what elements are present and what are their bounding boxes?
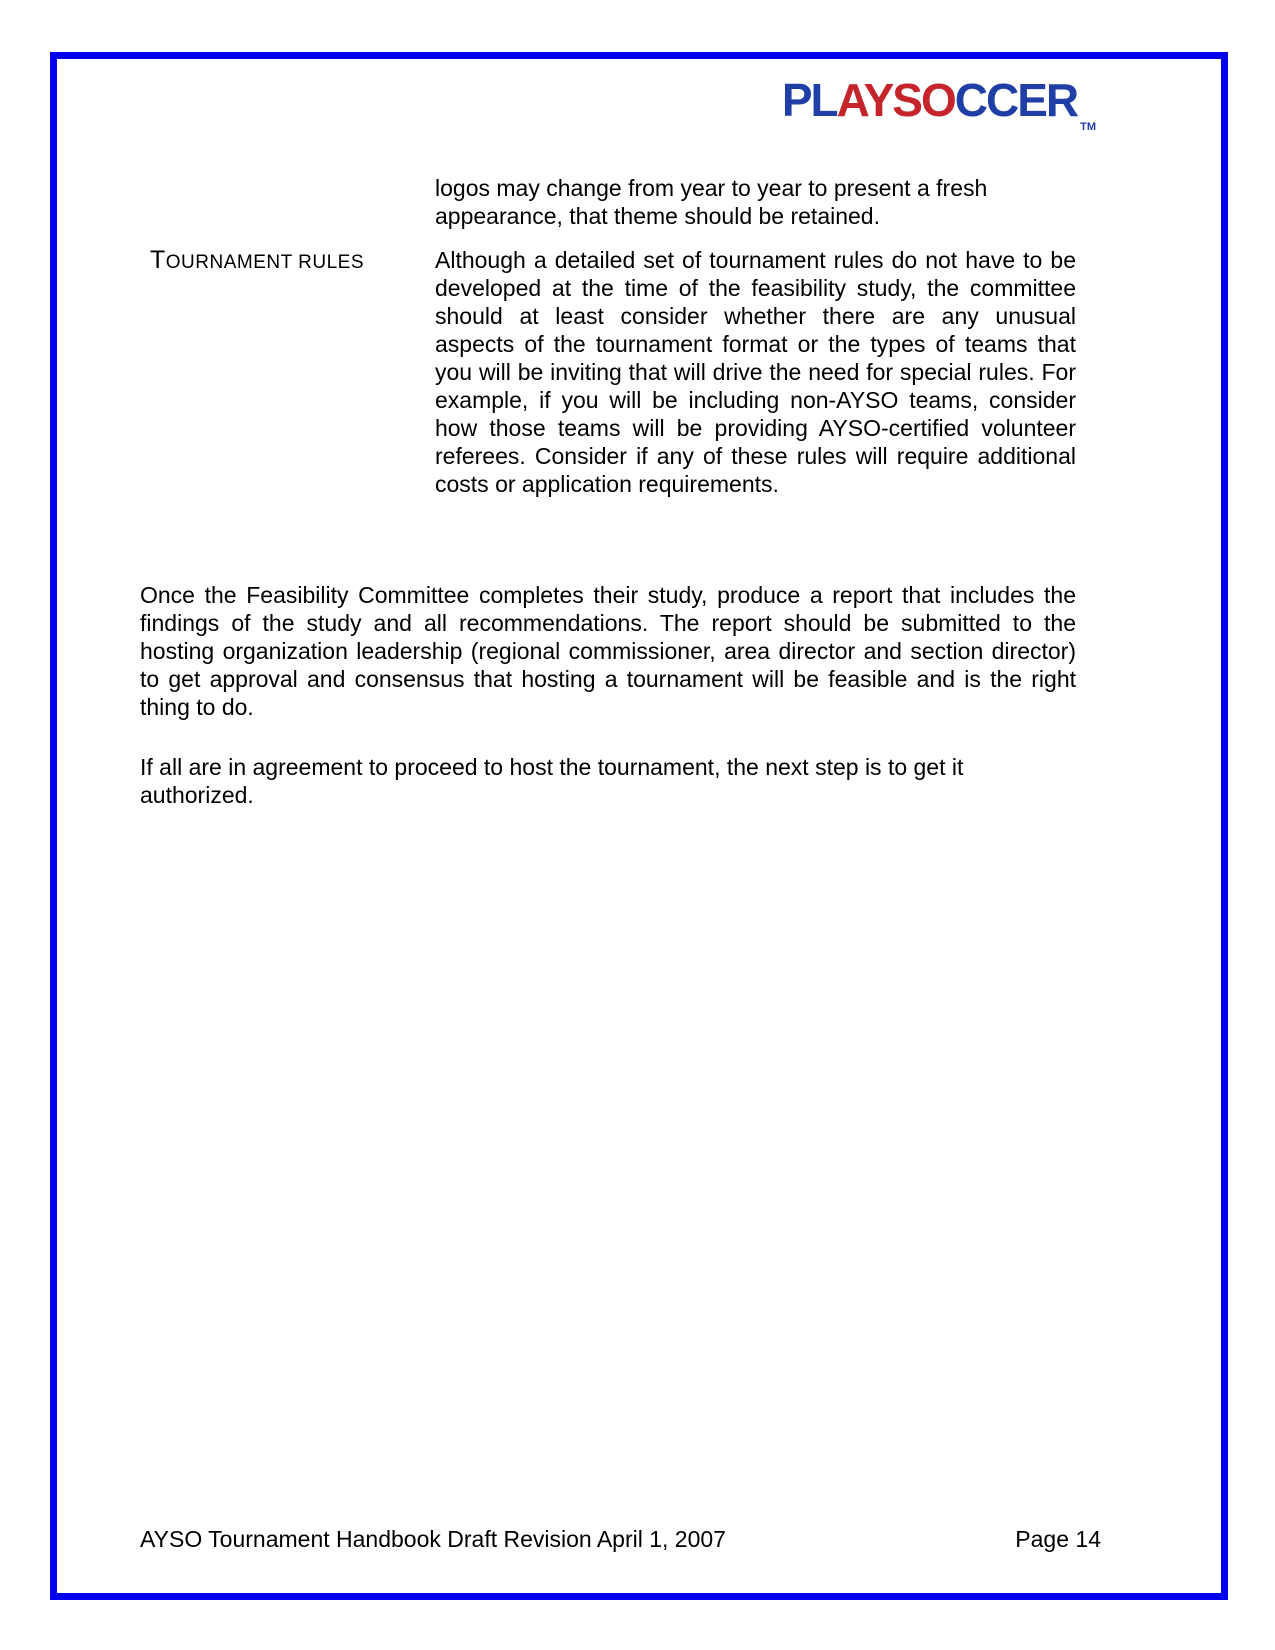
continuation-row (140, 174, 1076, 230)
tournament-rules-label: TOURNAMENT RULES (150, 246, 365, 274)
logo-segment-ccer: CCER (954, 74, 1078, 126)
page-content (57, 174, 1221, 809)
header (57, 75, 1221, 138)
continuation-text: logos may change from year to year to present a fresh appearance, that theme should be retained. (435, 175, 988, 229)
page-footer (57, 1525, 1221, 1553)
page-number: Page 14 (1015, 1526, 1101, 1552)
footer-document-title: AYSO Tournament Handbook Draft Revision April 1, 2007 (140, 1526, 726, 1552)
playsoccer-logo (781, 74, 1096, 138)
logo-segment-pl: PL (781, 74, 837, 126)
tournament-rules-section (140, 246, 1076, 498)
agreement-paragraph: If all are in agreement to proceed to host the tournament, the next step is to get it authorized. (140, 754, 964, 808)
logo-segment-ayso: AYSO (836, 74, 955, 126)
tournament-rules-text: Although a detailed set of tournament rules do not have to be developed at the time of the feasibility study, the committee should at least consider whether there are any unusual aspects of the tournament format or the types of teams that you will be inviting that will drive the need for special rules. For example, if you will be including non-AYSO teams, consider how those teams will be providing AYSO-certified volunteer referees. Consider if any of these rules will require additional costs or application requirements. (435, 247, 1076, 497)
trademark-symbol: TM (1080, 121, 1096, 133)
feasibility-report-paragraph: Once the Feasibility Committee completes their study, produce a report that includes the findings of the study and all recommendations. The report should be submitted to the hosting organization leadership (regional commissioner, area director and section director) to get approval and consensus that hosting a tournament will be feasible and is the right thing to do. (140, 582, 1076, 720)
page-border-frame (50, 52, 1228, 1600)
